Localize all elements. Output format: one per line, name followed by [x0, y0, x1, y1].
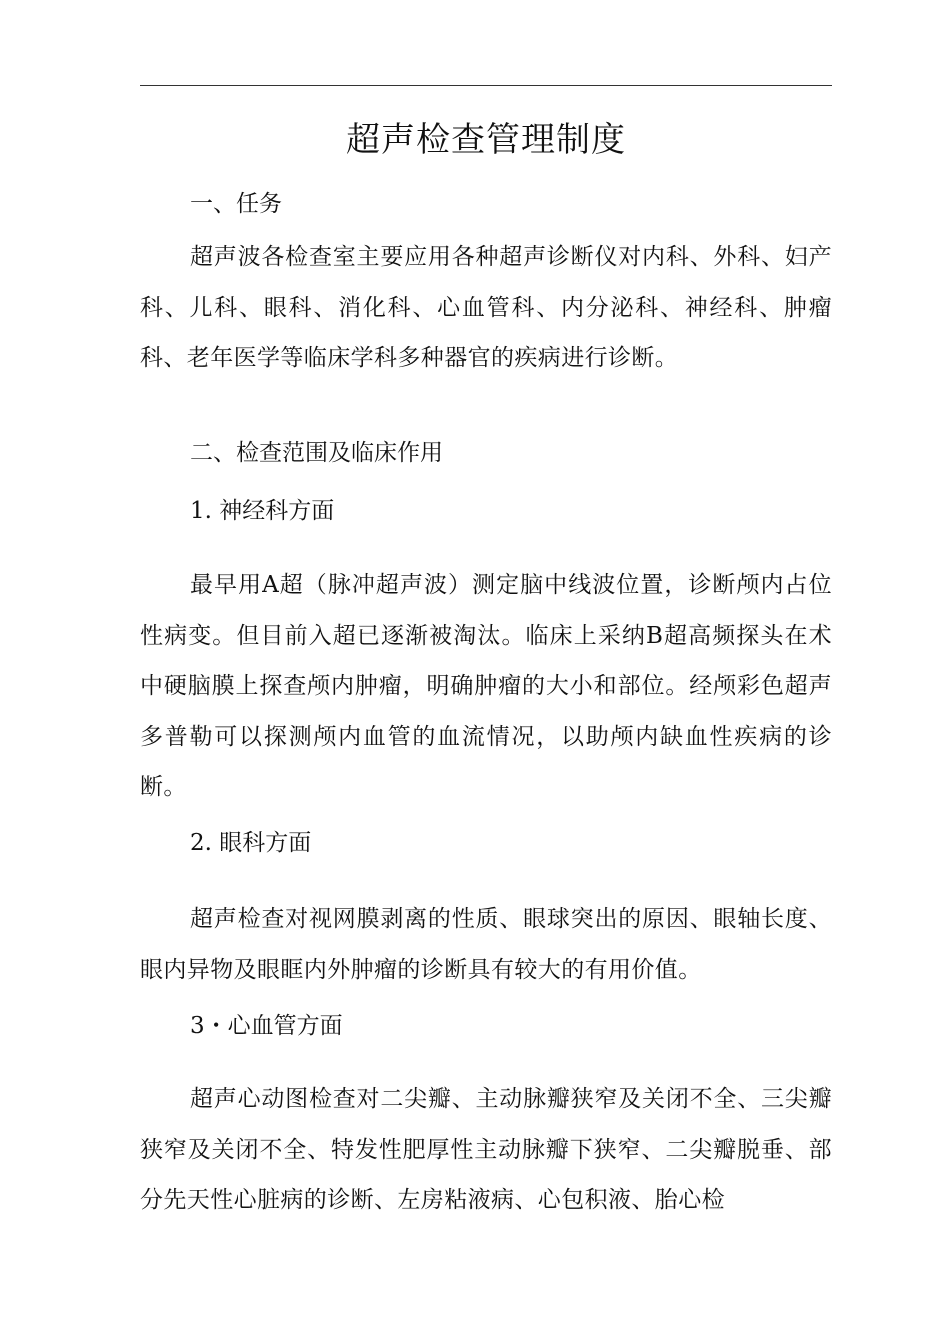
- section-1-paragraph: 超声波各检查室主要应用各种超声诊断仪对内科、外科、妇产科、儿科、眼科、消化科、心血管科、内分泌科、神经科、肿瘤科、老年医学等临床学科多种器官的疾病进行诊断。: [140, 244, 832, 371]
- subsection-neurology-paragraph: 最早用A超（脉冲超声波）测定脑中线波位置，诊断颅内占位性病变。但目前入超已逐渐被淘汰。临床上采纳B超高频探头在术中硬脑膜上探查颅内肿瘤，明确肿瘤的大小和部位。经颅彩色超声多普勒可以探测颅内血管的血流情况，以助颅内缺血性疾病的诊断。: [140, 572, 832, 800]
- subsection-cardiovascular-heading: 3・心血管方面: [190, 1013, 343, 1039]
- section-2-heading: 二、检查范围及临床作用: [190, 440, 443, 466]
- subsection-ophthalmology-heading: 2. 眼科方面: [190, 830, 312, 856]
- document-title: 超声检查管理制度: [346, 120, 626, 160]
- subsection-neurology-heading: 1. 神经科方面: [190, 498, 335, 524]
- subsection-cardiovascular-paragraph: 超声心动图检查对二尖瓣、主动脉瓣狭窄及关闭不全、三尖瓣狭窄及关闭不全、特发性肥厚性主动脉瓣下狭窄、二尖瓣脱垂、部分先天性心脏病的诊断、左房粘液病、心包积液、胎心检: [140, 1086, 832, 1213]
- subsection-ophthalmology-paragraph: 超声检查对视网膜剥离的性质、眼球突出的原因、眼轴长度、眼内异物及眼眶内外肿瘤的诊断具有较大的有用价值。: [140, 906, 832, 983]
- header-rule: [140, 85, 832, 86]
- section-1-heading: 一、任务: [190, 191, 282, 217]
